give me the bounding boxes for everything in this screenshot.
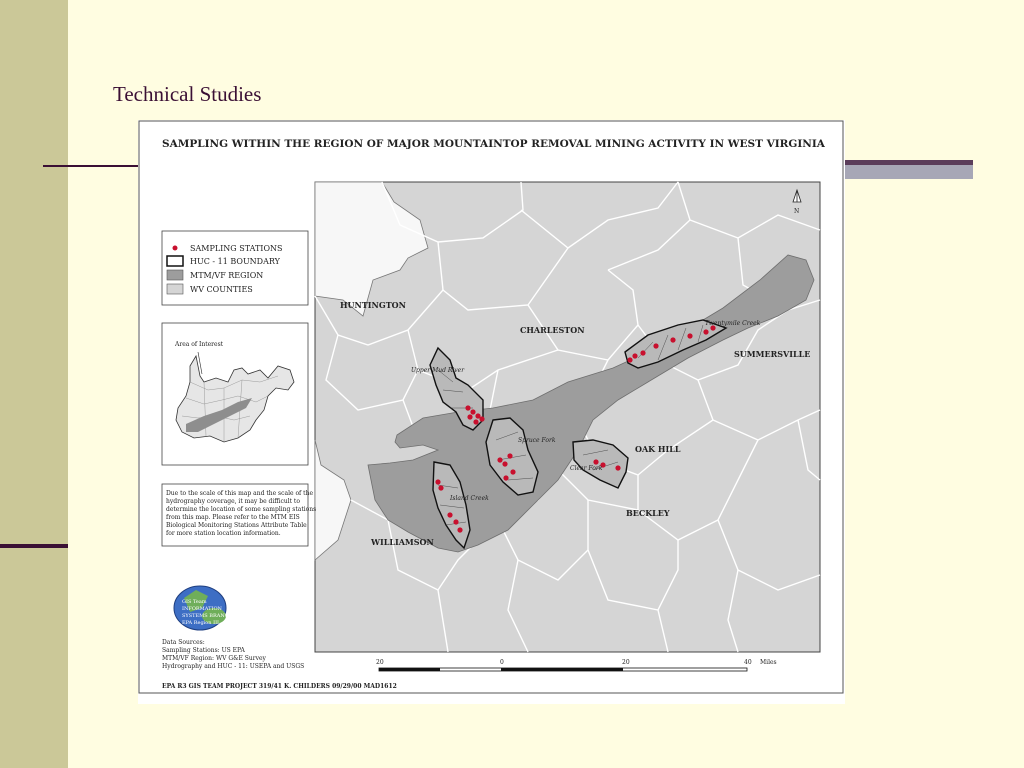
note-line: Due to the scale of this map and the scale of the	[166, 490, 314, 497]
slide-title: Technical Studies	[113, 82, 262, 106]
legend-item: MTM/VF REGION	[190, 271, 264, 280]
scale-tick: 40	[744, 659, 752, 666]
left-sidebar-band	[0, 0, 68, 768]
scale-tick: 0	[500, 659, 504, 666]
legend	[162, 231, 308, 305]
note-box	[162, 484, 316, 546]
scale-tick: 20	[376, 659, 384, 666]
note-line: determine the location of some sampling stations	[166, 506, 317, 513]
legend-counties-swatch	[167, 284, 183, 294]
place-label: OAK HILL	[635, 444, 681, 454]
place-label: SUMMERSVILLE	[734, 349, 811, 359]
place-label: HUNTINGTON	[340, 300, 406, 310]
north-label: N	[794, 208, 800, 215]
scale-unit: Miles	[760, 659, 777, 666]
map-figure	[138, 120, 845, 704]
legend-mtm-swatch	[167, 270, 183, 280]
note-line: from this map. Please refer to the MTM EIS	[166, 514, 300, 521]
sidebar-accent-line	[0, 544, 68, 548]
data-source-line: MTM/VF Region: WV G&E Survey	[162, 655, 266, 662]
logo-line: EPA Region III	[182, 620, 220, 626]
legend-station-swatch	[173, 246, 178, 251]
map-title: SAMPLING WITHIN THE REGION OF MAJOR MOUNTAINTOP REMOVAL MINING ACTIVITY IN WEST VIRGINIA	[162, 138, 825, 150]
note-line: Biological Monitoring Stations Attribute Table	[166, 522, 307, 529]
stream-label: Spruce Fork	[518, 437, 556, 444]
place-label: WILLIAMSON	[371, 537, 434, 547]
place-label: BECKLEY	[626, 508, 670, 518]
main-map-panel	[315, 182, 820, 652]
stream-label: Clear Fork	[570, 465, 603, 472]
inset-label: Area of Interest	[175, 341, 224, 348]
legend-item: SAMPLING STATIONS	[190, 244, 283, 253]
scale-tick: 20	[622, 659, 630, 666]
logo-line: INFORMATION	[182, 606, 222, 612]
logo-line: GIS Team	[182, 599, 207, 605]
legend-huc-swatch	[167, 256, 183, 266]
data-source-line: Hydrography and HUC - 11: USEPA and USGS	[162, 663, 305, 670]
stream-label: Twentymile Creek	[705, 320, 761, 327]
data-source-line: Sampling Stations: US EPA	[162, 647, 245, 654]
title-rule-left	[43, 165, 138, 167]
stream-label: Island Creek	[450, 495, 489, 502]
note-line: for more station location information.	[166, 530, 281, 537]
title-rule-right-light	[845, 165, 973, 179]
map-credit: EPA R3 GIS TEAM PROJECT 319/41 K. CHILDERS 09/29/00 MAD1612	[162, 683, 397, 690]
place-label: CHARLESTON	[520, 325, 585, 335]
map-svg	[138, 120, 845, 704]
legend-item: WV COUNTIES	[190, 285, 253, 294]
note-line: hydrography coverage, it may be difficult to	[166, 498, 300, 505]
inset-locator-map	[162, 323, 308, 465]
logo-line: SYSTEMS BRANCH	[182, 613, 233, 619]
stream-label: Upper Mud River	[411, 367, 465, 374]
legend-item: HUC - 11 BOUNDARY	[190, 257, 280, 266]
data-source-line: Data Sources:	[162, 639, 205, 646]
